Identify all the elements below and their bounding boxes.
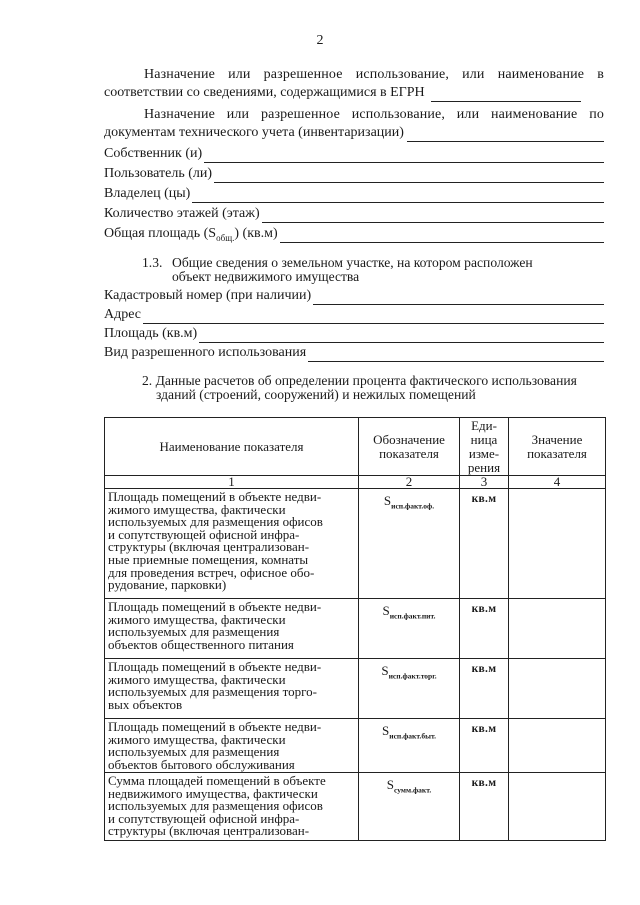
indicator-unit: кв.м — [460, 773, 509, 841]
address-blank[interactable] — [143, 310, 604, 324]
section-2-line2: зданий (строений, сооружений) и нежилых помещений — [156, 387, 476, 402]
column-number: 3 — [460, 476, 509, 489]
table-row — [105, 599, 606, 659]
user-label: Пользователь (ли) — [104, 166, 213, 181]
indicator-name: Сумма площадей помещений в объекте недвижимого имущества, фактически используемых для размещения офисов и сопутствующей офисной инфра- структуры (включая централизован- — [105, 773, 359, 841]
address-field — [104, 306, 604, 324]
possessor-field — [104, 185, 604, 203]
indicator-symbol: $S_{сумм.факт.}$ — [359, 773, 460, 841]
table-row — [105, 489, 606, 599]
section-1-3-line2: объект недвижимого имущества — [172, 269, 360, 284]
indicator-value-cell[interactable] — [509, 773, 606, 841]
indicator-name: Площадь помещений в объекте недви- жимого имущества, фактически используемых для размещения торго- вых объектов — [105, 659, 359, 719]
header-symbol: Обозначение показателя — [359, 418, 460, 476]
section-2-heading — [142, 374, 612, 402]
owner-field — [104, 145, 604, 163]
purpose-tech-blank[interactable] — [407, 128, 604, 142]
purpose-tech-line2: документам технического учета (инвентаризации) — [104, 125, 404, 140]
purpose-tech-line1: Назначение или разрешенное использование, или наименование по — [144, 107, 604, 122]
use-type-field — [104, 344, 604, 362]
purpose-tech-line2-row — [104, 124, 604, 142]
indicator-value-cell[interactable] — [509, 599, 606, 659]
indicator-symbol: $S_{исп.факт.быт.}$ — [359, 719, 460, 773]
use-type-blank[interactable] — [308, 348, 604, 362]
land-area-field — [104, 325, 604, 343]
floors-field — [104, 205, 604, 223]
floors-blank[interactable] — [262, 209, 604, 223]
indicator-unit: кв.м — [460, 719, 509, 773]
total-area-field — [104, 225, 604, 243]
table-row — [105, 659, 606, 719]
possessor-blank[interactable] — [192, 189, 604, 203]
indicator-unit: кв.м — [460, 599, 509, 659]
table-row — [105, 719, 606, 773]
indicator-unit: кв.м — [460, 659, 509, 719]
purpose-egrn-line1: Назначение или разрешенное использование, или наименование в — [144, 67, 604, 82]
page-number: 2 — [316, 33, 324, 48]
user-field — [104, 165, 604, 183]
indicator-name: Площадь помещений в объекте недви- жимого имущества, фактически используемых для размещения объектов бытового обслуживания — [105, 719, 359, 773]
header-value: Значение показателя — [509, 418, 606, 476]
table-row — [105, 773, 606, 841]
indicator-symbol: $S_{исп.факт.пит.}$ — [359, 599, 460, 659]
indicator-name: Площадь помещений в объекте недви- жимого имущества, фактически используемых для размещения объектов общественного питания — [105, 599, 359, 659]
purpose-egrn-line2-row — [104, 84, 604, 102]
indicator-value-cell[interactable] — [509, 489, 606, 599]
header-name: Наименование показателя — [105, 418, 359, 476]
calculation-table — [104, 417, 606, 841]
possessor-label: Владелец (цы) — [104, 186, 191, 201]
total-area-label: Общая площадь $(S_{общ.})$ (кв.м) — [104, 226, 278, 243]
column-numbers-row — [105, 476, 606, 489]
indicator-symbol: $S_{исп.факт.оф.}$ — [359, 489, 460, 599]
section-1-3-line1: 1.3. Общие сведения о земельном участке, на котором расположен — [142, 255, 533, 270]
user-blank[interactable] — [214, 169, 604, 183]
purpose-egrn-line2: соответствии со сведениями, содержащимися в ЕГРН — [104, 85, 425, 100]
owner-blank[interactable] — [204, 149, 604, 163]
indicator-value-cell[interactable] — [509, 659, 606, 719]
floors-label: Количество этажей (этаж) — [104, 206, 260, 221]
use-type-label: Вид разрешенного использования — [104, 345, 307, 360]
land-area-label: Площадь (кв.м) — [104, 326, 198, 341]
column-number: 4 — [509, 476, 606, 489]
table-header-row — [105, 418, 606, 476]
land-area-blank[interactable] — [199, 329, 604, 343]
address-label: Адрес — [104, 307, 142, 322]
owner-label: Собственник (и) — [104, 146, 203, 161]
cadastral-label: Кадастровый номер (при наличии) — [104, 288, 312, 303]
column-number: 2 — [359, 476, 460, 489]
indicator-name: Площадь помещений в объекте недви- жимого имущества, фактически используемых для размещения офисов и сопутствующей офисной инфра- структуры (включая централизован- ные приемные помещения, комнаты для проведения встреч, офисное обо- рудование, парковки) — [105, 489, 359, 599]
indicator-unit: кв.м — [460, 489, 509, 599]
purpose-egrn-field — [104, 66, 604, 102]
purpose-tech-field — [104, 106, 604, 142]
indicator-value-cell[interactable] — [509, 719, 606, 773]
header-unit: Еди- ница изме- рения — [460, 418, 509, 476]
cadastral-blank[interactable] — [313, 291, 604, 305]
total-area-blank[interactable] — [280, 229, 604, 243]
section-2-line1: 2. Данные расчетов об определении процента фактического использования — [142, 373, 577, 388]
column-number: 1 — [105, 476, 359, 489]
indicator-symbol: $S_{исп.факт.торг.}$ — [359, 659, 460, 719]
section-1-3-heading — [142, 256, 612, 284]
purpose-egrn-blank[interactable] — [431, 88, 581, 102]
cadastral-field — [104, 287, 604, 305]
